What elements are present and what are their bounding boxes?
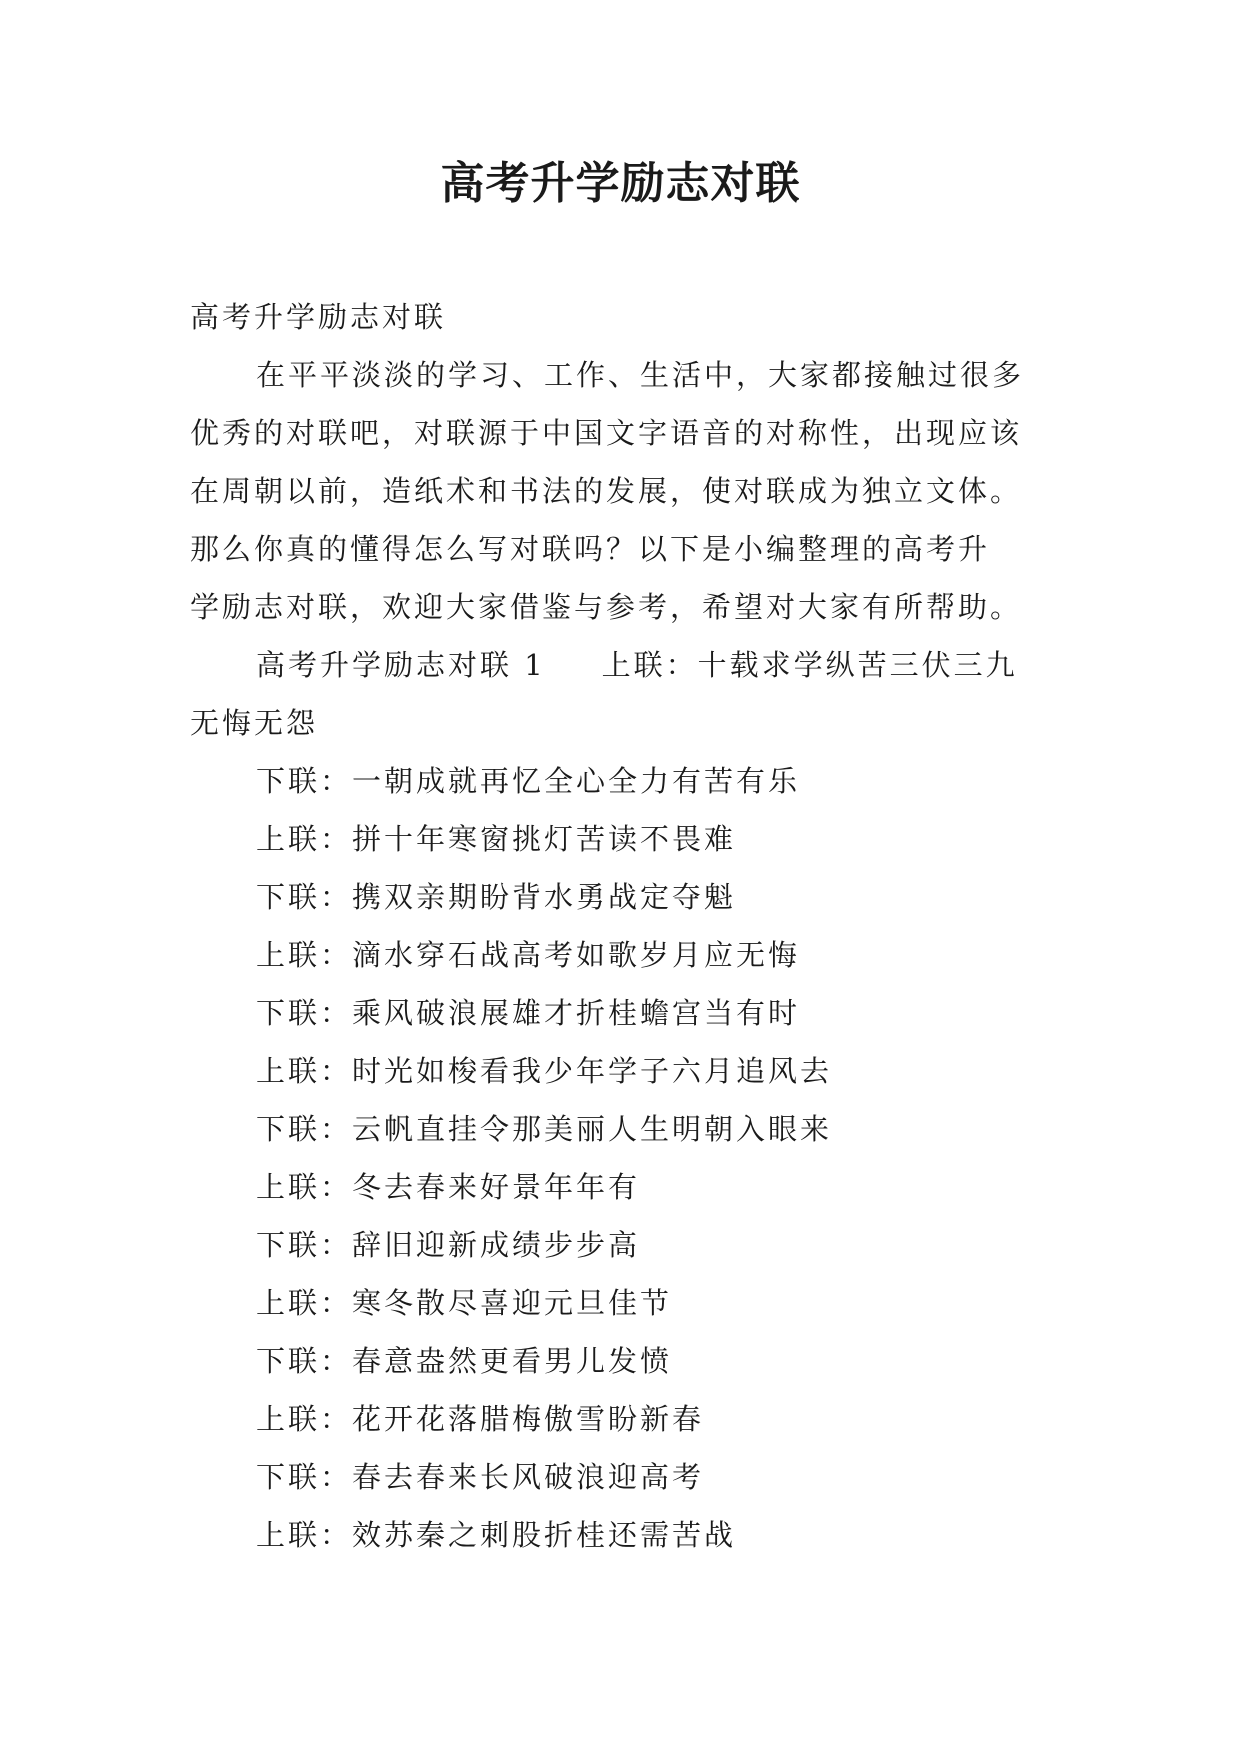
couplet-line-continued: 无悔无怨 <box>190 706 319 740</box>
couplet-line: 上联：滴水穿石战高考如歌岁月应无悔 <box>256 938 801 972</box>
page-title: 高考升学励志对联 <box>440 158 801 209</box>
subtitle: 高考升学励志对联 <box>190 300 447 334</box>
intro-line: 在周朝以前，造纸术和书法的发展，使对联成为独立文体。 <box>190 474 1023 508</box>
couplet-line: 下联：春去春来长风破浪迎高考 <box>256 1460 705 1494</box>
intro-line: 在平平淡淡的学习、工作、生活中，大家都接触过很多 <box>256 358 1025 392</box>
couplet-line: 下联：辞旧迎新成绩步步高 <box>256 1228 641 1262</box>
couplet-line: 下联：云帆直挂令那美丽人生明朝入眼来 <box>256 1112 833 1146</box>
document-body <box>190 288 1070 1564</box>
intro-line: 那么你真的懂得怎么写对联吗？以下是小编整理的高考升 <box>190 532 991 566</box>
couplet-line: 上联：效苏秦之刺股折桂还需苦战 <box>256 1518 737 1552</box>
couplet-line: 下联：一朝成就再忆全心全力有苦有乐 <box>256 764 801 798</box>
couplet-line: 上联：时光如梭看我少年学子六月追风去 <box>256 1054 833 1088</box>
intro-line: 优秀的对联吧，对联源于中国文字语音的对称性，出现应该 <box>190 416 1023 450</box>
section-heading: 高考升学励志对联 1 <box>256 648 546 682</box>
couplet-line: 下联：携双亲期盼背水勇战定夺魁 <box>256 880 737 914</box>
couplet-line: 上联：冬去春来好景年年有 <box>256 1170 641 1204</box>
couplet-line: 下联：春意盎然更看男儿发愤 <box>256 1344 673 1378</box>
couplet-line: 上联：寒冬散尽喜迎元旦佳节 <box>256 1286 673 1320</box>
couplet-line: 上联：拼十年寒窗挑灯苦读不畏难 <box>256 822 737 856</box>
intro-line: 学励志对联，欢迎大家借鉴与参考，希望对大家有所帮助。 <box>190 590 1023 624</box>
couplet-line: 下联：乘风破浪展雄才折桂蟾宫当有时 <box>256 996 801 1030</box>
section-line <box>190 636 1070 694</box>
couplet-line: 上联：花开花落腊梅傲雪盼新春 <box>256 1402 705 1436</box>
couplet-line: 上联：十载求学纵苦三伏三九 <box>601 648 1018 682</box>
